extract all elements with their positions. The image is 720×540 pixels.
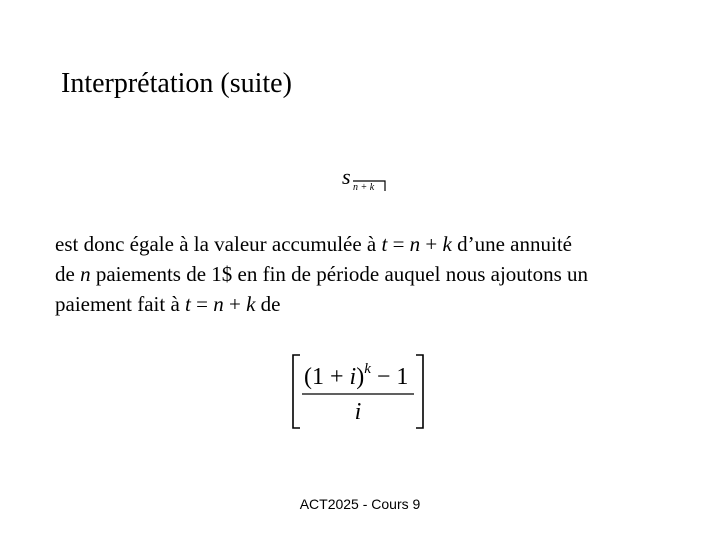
annuity-accumulated-symbol	[338, 160, 398, 196]
formula-s-base: s	[342, 164, 351, 189]
body-text-run: =	[190, 292, 214, 316]
fraction-numerator: $(1 + i)^k - 1$	[304, 361, 409, 390]
body-line	[55, 289, 695, 319]
math-variable: n	[409, 232, 421, 256]
body-text-run: d’une annuité	[451, 232, 572, 256]
body-text-run: =	[387, 232, 410, 256]
slide-footer: ACT2025 - Cours 9	[299, 496, 421, 512]
body-text-run: +	[223, 292, 247, 316]
right-bracket	[416, 355, 423, 428]
left-bracket	[293, 355, 300, 428]
body-text-run: paiement fait à	[55, 292, 186, 316]
math-variable: n	[213, 292, 224, 316]
formula-s-subscript: n + k	[353, 182, 375, 193]
math-variable: t	[381, 232, 388, 256]
body-paragraph	[55, 229, 695, 319]
body-text-run: paiements de 1$ en fin de période auquel nous ajoutons un	[90, 262, 589, 286]
slide-title: Interprétation (suite)	[61, 68, 292, 99]
math-variable: k	[246, 292, 256, 316]
fraction-denominator: i	[354, 399, 362, 425]
body-line	[55, 259, 695, 289]
accumulation-fraction-formula	[290, 350, 426, 432]
body-line	[55, 229, 695, 259]
body-text-run: de	[255, 292, 281, 316]
math-variable: k	[442, 232, 452, 256]
body-text-run: +	[420, 232, 443, 256]
math-variable: t	[185, 292, 191, 316]
math-variable: n	[80, 262, 91, 286]
body-text-run: de	[55, 262, 81, 286]
body-text-run: est donc égale à la valeur accumulée à	[55, 232, 382, 256]
